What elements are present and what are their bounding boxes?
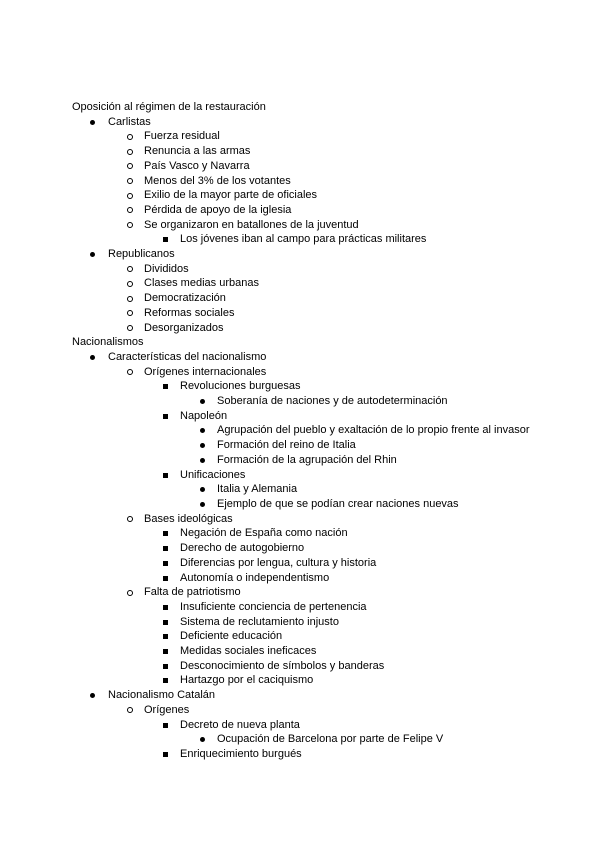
list-item-text: Características del nacionalismo (108, 350, 267, 363)
list-item (72, 218, 532, 233)
list-item (72, 321, 532, 336)
square-bullet-icon (163, 384, 168, 389)
list-item-text: Ocupación de Barcelona por parte de Felipe V (217, 733, 444, 746)
circle-bullet-icon (127, 310, 133, 316)
list-item-text: Decreto de nueva planta (180, 718, 300, 731)
circle-bullet-icon (127, 325, 133, 331)
list-item (72, 423, 532, 438)
list-item (72, 232, 532, 247)
list-item-text: Menos del 3% de los votantes (144, 174, 291, 187)
list-item (72, 526, 532, 541)
list-item (72, 718, 532, 733)
square-bullet-icon (163, 723, 168, 728)
list-item (72, 541, 532, 556)
list-item (72, 453, 532, 468)
list-item (72, 703, 532, 718)
list-item-text: Nacionalismos (72, 336, 144, 349)
list-item-text: Sistema de reclutamiento injusto (180, 615, 339, 628)
list-item (72, 159, 532, 174)
list-item-text: Exilio de la mayor parte de oficiales (144, 189, 318, 202)
list-item-text: Derecho de autogobierno (180, 542, 305, 555)
circle-bullet-icon (127, 266, 133, 272)
list-item-text: Carlistas (108, 115, 151, 128)
list-item (72, 188, 532, 203)
list-item-text: Diferencias por lengua, cultura y historia (180, 556, 377, 569)
circle-bullet-icon (127, 590, 133, 596)
square-bullet-icon (163, 678, 168, 683)
section-heading (72, 335, 532, 350)
list-item (72, 615, 532, 630)
list-item (72, 468, 532, 483)
list-item-text: Autonomía o independentismo (180, 571, 330, 584)
circle-bullet-icon (127, 149, 133, 155)
list-item-text: Oposición al régimen de la restauración (72, 101, 266, 113)
list-item (72, 732, 532, 747)
list-item-text: Formación del reino de Italia (217, 439, 356, 452)
list-item (72, 394, 532, 409)
list-item (72, 247, 532, 262)
circle-bullet-icon (127, 207, 133, 213)
list-item-text: Desorganizados (144, 321, 224, 334)
list-item-text: Los jóvenes iban al campo para prácticas militares (180, 233, 427, 246)
circle-bullet-icon (127, 178, 133, 184)
list-item-text: Orígenes internacionales (144, 365, 267, 378)
disc-bullet-icon (200, 502, 205, 507)
list-item (72, 512, 532, 527)
square-bullet-icon (163, 473, 168, 478)
square-bullet-icon (163, 752, 168, 757)
list-item (72, 644, 532, 659)
circle-bullet-icon (127, 222, 133, 228)
square-bullet-icon (163, 561, 168, 566)
disc-bullet-icon (90, 252, 95, 257)
disc-bullet-icon (200, 443, 205, 448)
list-item (72, 438, 532, 453)
list-item-text: Divididos (144, 262, 189, 275)
list-item-text: Clases medias urbanas (144, 277, 259, 290)
list-item (72, 497, 532, 512)
list-item-text: Nacionalismo Catalán (108, 689, 215, 702)
square-bullet-icon (163, 576, 168, 581)
list-item-text: Fuerza residual (144, 130, 220, 143)
list-item-text: Republicanos (108, 248, 175, 261)
square-bullet-icon (163, 237, 168, 242)
disc-bullet-icon (200, 458, 205, 463)
list-item (72, 629, 532, 644)
list-item-text: Bases ideológicas (144, 512, 233, 525)
list-item-text: Negación de España como nación (180, 527, 348, 540)
list-item-text: Enriquecimiento burgués (180, 747, 302, 760)
circle-bullet-icon (127, 134, 133, 140)
list-item-text: Unificaciones (180, 468, 246, 481)
circle-bullet-icon (127, 281, 133, 287)
list-item (72, 174, 532, 189)
circle-bullet-icon (127, 369, 133, 375)
list-item-text: Renuncia a las armas (144, 145, 251, 158)
circle-bullet-icon (127, 163, 133, 169)
circle-bullet-icon (127, 516, 133, 522)
disc-bullet-icon (90, 120, 95, 125)
disc-bullet-icon (200, 399, 205, 404)
list-item (72, 556, 532, 571)
square-bullet-icon (163, 531, 168, 536)
circle-bullet-icon (127, 296, 133, 302)
list-item (72, 350, 532, 365)
list-item (72, 129, 532, 144)
square-bullet-icon (163, 664, 168, 669)
list-item (72, 659, 532, 674)
list-item-text: Deficiente educación (180, 630, 283, 643)
square-bullet-icon (163, 605, 168, 610)
disc-bullet-icon (200, 737, 205, 742)
list-item (72, 571, 532, 586)
list-item-text: Pérdida de apoyo de la iglesia (144, 203, 292, 216)
list-item (72, 600, 532, 615)
list-item-text: País Vasco y Navarra (144, 159, 250, 172)
list-item (72, 306, 532, 321)
section-heading (72, 100, 532, 115)
list-item (72, 365, 532, 380)
list-item-text: Soberanía de naciones y de autodeterminación (217, 395, 448, 408)
circle-bullet-icon (127, 707, 133, 713)
list-item (72, 688, 532, 703)
list-item-text: Medidas sociales ineficaces (180, 645, 317, 658)
square-bullet-icon (163, 546, 168, 551)
document-body (72, 100, 532, 762)
list-item (72, 291, 532, 306)
circle-bullet-icon (127, 193, 133, 199)
disc-bullet-icon (90, 355, 95, 360)
list-item-text: Orígenes (144, 703, 190, 716)
disc-bullet-icon (200, 428, 205, 433)
list-item-text: Italia y Alemania (217, 483, 298, 496)
list-item-text: Hartazgo por el caciquismo (180, 674, 314, 687)
list-item-text: Falta de patriotismo (144, 586, 241, 599)
list-item-text: Desconocimiento de símbolos y banderas (180, 659, 385, 672)
list-item (72, 585, 532, 600)
square-bullet-icon (163, 414, 168, 419)
list-item-text: Reformas sociales (144, 306, 235, 319)
square-bullet-icon (163, 634, 168, 639)
list-item-text: Democratización (144, 292, 226, 305)
list-item-text: Revoluciones burguesas (180, 380, 301, 393)
list-item (72, 747, 532, 762)
list-item-text: Insuficiente conciencia de pertenencia (180, 600, 367, 613)
square-bullet-icon (163, 620, 168, 625)
list-item (72, 262, 532, 277)
disc-bullet-icon (90, 693, 95, 698)
list-item (72, 482, 532, 497)
list-item (72, 379, 532, 394)
list-item (72, 144, 532, 159)
list-item-text: Ejemplo de que se podían crear naciones nuevas (217, 497, 459, 510)
list-item-text: Formación de la agrupación del Rhin (217, 453, 397, 466)
list-item (72, 203, 532, 218)
list-item-text: Se organizaron en batallones de la juventud (144, 218, 359, 231)
list-item-text: Agrupación del pueblo y exaltación de lo propio frente al invasor (217, 424, 530, 437)
disc-bullet-icon (200, 487, 205, 492)
square-bullet-icon (163, 649, 168, 654)
list-item (72, 409, 532, 424)
list-item (72, 115, 532, 130)
list-item (72, 276, 532, 291)
list-item-text: Napoleón (180, 409, 228, 422)
list-item (72, 673, 532, 688)
